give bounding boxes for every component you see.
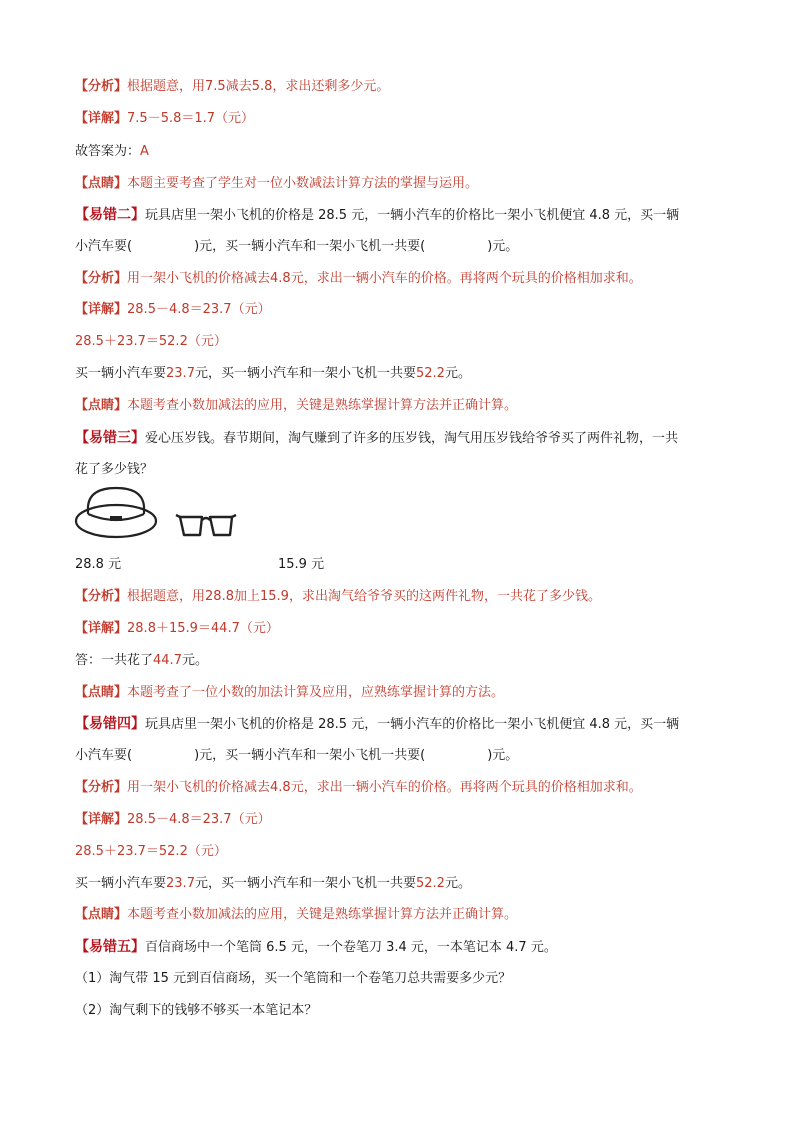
q5-subquestion-2 [75, 1002, 317, 1020]
analysis-tag: 【分析】 [75, 79, 128, 94]
comment-tag: 【点睛】 [75, 907, 128, 922]
comment-tag: 【点睛】 [75, 398, 128, 413]
q3-tag: 【易错三】 [75, 430, 145, 446]
q4-question-line1 [75, 715, 679, 734]
q1-comment [75, 175, 478, 193]
text: 用一架小飞机的价格减去 [127, 271, 271, 286]
q4-question-line2 [75, 747, 518, 765]
text: 买一辆小汽车要 [75, 366, 167, 381]
number: 52.2 [415, 366, 445, 381]
text: 本题考查小数加减法的应用，关键是熟练掌握计算方法并正确计算。 [127, 907, 518, 922]
text: 15.9 元 [278, 557, 325, 572]
q2-analysis [75, 270, 642, 288]
answer-choice: A [140, 144, 149, 159]
text: 小汽车要( [75, 239, 133, 254]
q4-equation-2 [75, 843, 227, 861]
q3-analysis [75, 588, 601, 606]
text: ，求出还剩多少元。 [272, 79, 390, 94]
text: 元，买一辆小汽车和一架小飞机一共要 [194, 876, 416, 891]
q1-solution [75, 110, 254, 128]
text: 元，求出一辆小汽车的价格。再将两个玩具的价格相加求和。 [290, 271, 642, 286]
text: 元，买一辆小汽车和一架小飞机一共要 [194, 366, 416, 381]
q2-tag: 【易错二】 [75, 207, 145, 223]
text: 答：一共花了 [75, 653, 154, 668]
text: 百信商场中一个笔筒 6.5 元，一个卷笔刀 3.4 元，一本笔记本 4.7 元。 [145, 940, 557, 955]
number: 23.7 [166, 876, 195, 891]
q2-solution [75, 301, 271, 319]
hat-icon [76, 488, 156, 537]
q4-analysis [75, 779, 642, 797]
text: （1）淘气带 15 元到百信商场，买一个笔筒和一个卷笔刀总共需要多少元？ [75, 971, 512, 986]
text: )元。 [487, 748, 519, 763]
text: 28.5＋23.7＝52.2（元） [75, 844, 227, 859]
q4-solution [75, 811, 271, 829]
text: 玩具店里一架小飞机的价格是 28.5 元，一辆小汽车的价格比一架小飞机便宜 4.8 元，买一辆 [145, 717, 680, 732]
text: 根据题意，用 [127, 589, 206, 604]
q1-analysis [75, 78, 389, 96]
text: 故答案为： [75, 144, 141, 159]
text: 玩具店里一架小飞机的价格是 28.5 元，一辆小汽车的价格比一架小飞机便宜 4.8 元，买一辆 [145, 208, 680, 223]
glasses-icon [176, 515, 236, 535]
q3-solution [75, 620, 279, 638]
q3-price-hat [75, 556, 121, 574]
text: 元。 [444, 366, 471, 381]
text: )元，买一辆小汽车和一架小飞机一共要( [194, 239, 426, 254]
text: )元。 [487, 239, 519, 254]
equation: 28.8＋15.9＝44.7（元） [127, 621, 279, 636]
solution-tag: 【详解】 [75, 812, 128, 827]
q4-comment [75, 906, 517, 924]
q4-answer [75, 875, 471, 893]
q2-answer [75, 365, 471, 383]
text: 本题考查了一位小数的加法计算及应用，应熟练掌握计算的方法。 [127, 685, 505, 700]
number: 28.8 [205, 589, 234, 604]
analysis-tag: 【分析】 [75, 780, 128, 795]
q5-tag: 【易错五】 [75, 939, 145, 955]
q3-pictures [72, 484, 272, 544]
q3-question-line2 [75, 461, 153, 479]
equation: 28.5－4.8＝23.7（元） [127, 302, 271, 317]
q3-answer [75, 652, 208, 670]
q5-question [75, 938, 557, 957]
text: )元，买一辆小汽车和一架小飞机一共要( [194, 748, 426, 763]
text: 用一架小飞机的价格减去 [127, 780, 271, 795]
number: 23.7 [166, 366, 195, 381]
q3-comment [75, 684, 504, 702]
text: 28.8 元 [75, 557, 122, 572]
text: 爱心压岁钱。春节期间，淘气赚到了许多的压岁钱，淘气用压岁钱给爷爷买了两件礼物，一共 [145, 431, 679, 446]
comment-tag: 【点睛】 [75, 176, 128, 191]
q4-tag: 【易错四】 [75, 716, 145, 732]
q1-answer [75, 143, 149, 161]
text: 本题主要考查了学生对一位小数减法计算方法的掌握与运用。 [127, 176, 479, 191]
equation: 28.5－4.8＝23.7（元） [127, 812, 271, 827]
analysis-tag: 【分析】 [75, 589, 128, 604]
comment-tag: 【点睛】 [75, 685, 128, 700]
text: 买一辆小汽车要 [75, 876, 167, 891]
q5-subquestion-1 [75, 970, 511, 988]
q2-equation-2 [75, 333, 227, 351]
number: 15.9 [260, 589, 289, 604]
text: 根据题意，用 [127, 79, 206, 94]
number: 4.8 [270, 271, 291, 286]
text: 元。 [444, 876, 471, 891]
number: 4.8 [270, 780, 291, 795]
text: 小汽车要( [75, 748, 133, 763]
number: 44.7 [153, 653, 182, 668]
equation: 7.5－5.8＝1.7（元） [127, 111, 255, 126]
text: 本题考查小数加减法的应用，关键是熟练掌握计算方法并正确计算。 [127, 398, 518, 413]
solution-tag: 【详解】 [75, 621, 128, 636]
q3-question-line1 [75, 429, 678, 448]
text: ，求出淘气给爷爷买的这两件礼物，一共花了多少钱。 [288, 589, 601, 604]
number: 5.8 [251, 79, 273, 94]
analysis-tag: 【分析】 [75, 271, 128, 286]
text: 元，求出一辆小汽车的价格。再将两个玩具的价格相加求和。 [290, 780, 642, 795]
text: 元。 [181, 653, 208, 668]
number: 52.2 [415, 876, 445, 891]
text: （2）淘气剩下的钱够不够买一本笔记本？ [75, 1003, 318, 1018]
q2-question-line1 [75, 206, 679, 225]
solution-tag: 【详解】 [75, 111, 128, 126]
text: 减去 [225, 79, 252, 94]
text: 花了多少钱？ [75, 462, 154, 477]
text: 28.5＋23.7＝52.2（元） [75, 334, 227, 349]
text: 加上 [233, 589, 260, 604]
q2-comment [75, 397, 517, 415]
q3-price-glasses [278, 556, 324, 574]
q2-question-line2 [75, 238, 518, 256]
solution-tag: 【详解】 [75, 302, 128, 317]
number: 7.5 [205, 79, 226, 94]
